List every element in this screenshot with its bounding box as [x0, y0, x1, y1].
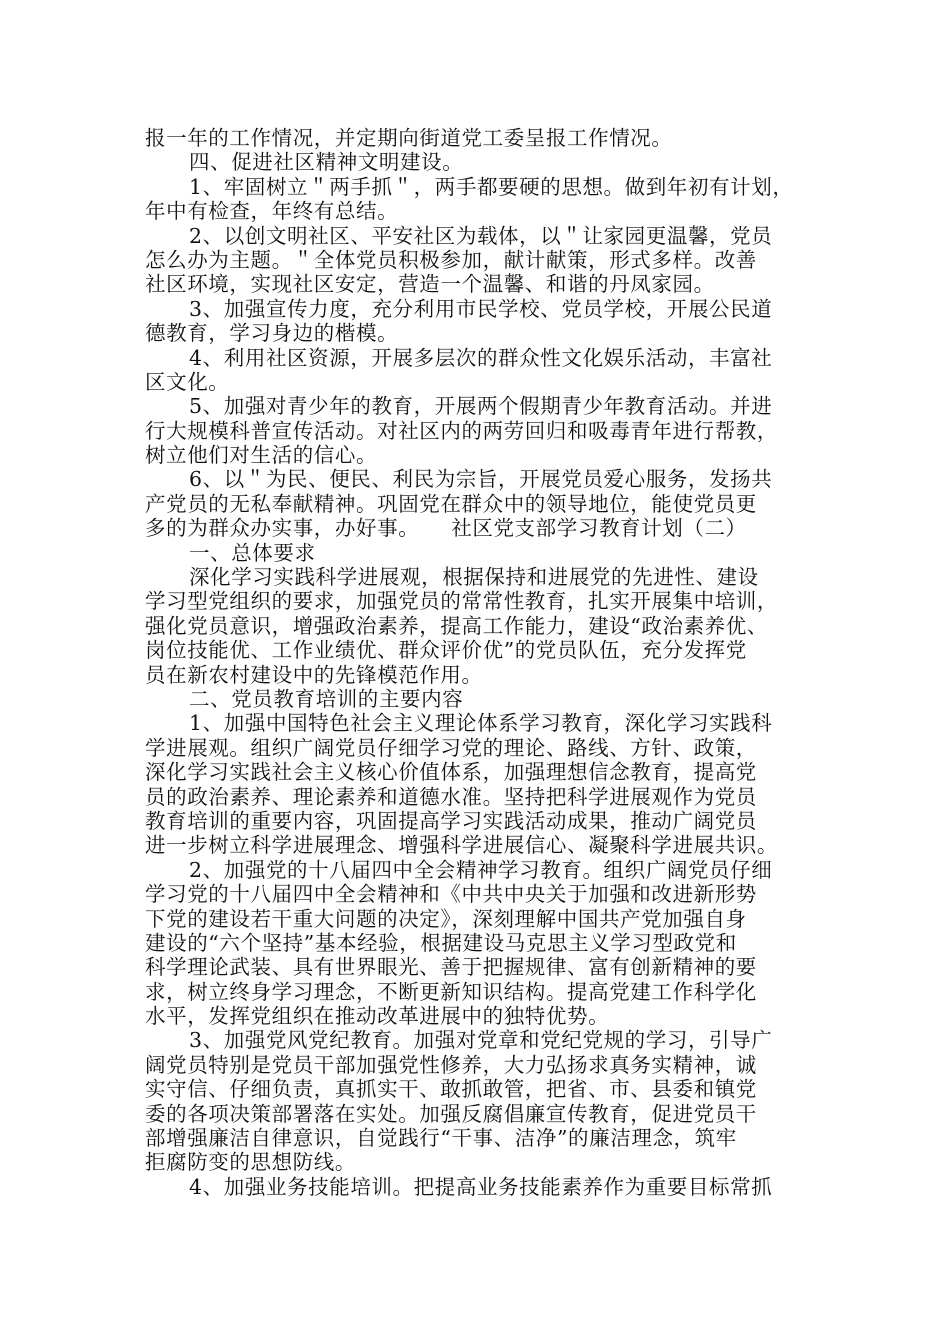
text-line: 实守信、仔细负责，真抓实干、敢抓敢管，把省、市、县委和镇党	[145, 1077, 757, 1102]
text-line: 二、党员教育培训的主要内容	[189, 686, 464, 711]
text-line: 部增强廉洁自律意识，自觉践行“干事、洁净”的廉洁理念，筑牢	[145, 1126, 737, 1151]
text-line: 报一年的工作情况，并定期向街道党工委呈报工作情况。	[145, 126, 673, 150]
text-line: 德教育，学习身边的楷模。	[145, 321, 399, 346]
text-line: 一、总体要求	[189, 540, 316, 565]
text-line: 4、加强业务技能培训。把提高业务技能素养作为重要目标常抓	[189, 1174, 773, 1199]
text-line: 区文化。	[145, 369, 230, 394]
text-line: 深化学习实践社会主义核心价值体系，加强理想信念教育，提高党	[145, 760, 757, 785]
text-line: 2、以创文明社区、平安社区为载体，以＂让家园更温馨，党员	[189, 223, 773, 248]
text-line: 进一步树立科学进展理念、增强科学进展信心、凝聚科学进展共识。	[145, 833, 778, 858]
document-body	[145, 126, 813, 1199]
text-line: 下党的建设若干重大问题的决定》，深刻理解中国共产党加强自身	[145, 906, 747, 931]
text-line: 怎么办为主题。＂全体党员积极参加，献计献策，形式多样。改善	[145, 247, 757, 272]
text-line: 求，树立终身学习理念，不断更新知识结构。提高党建工作科学化	[145, 979, 757, 1004]
text-line: 深化学习实践科学进展观，根据保持和进展党的先进性、建设	[189, 565, 759, 590]
text-line: 树立他们对生活的信心。	[145, 443, 378, 468]
text-line: 产党员的无私奉献精神。巩固党在群众中的领导地位，能使党员更	[145, 491, 757, 516]
text-line: 教育培训的重要内容，巩固提高学习实践活动成果，推动广阔党员	[145, 808, 757, 833]
text-line: 学进展观。组织广阔党员仔细学习党的理论、路线、方针、政策，	[145, 735, 757, 760]
text-line: 6、以＂为民、便民、利民为宗旨，开展党员爱心服务，发扬共	[189, 467, 773, 492]
text-line: 建设的“六个坚持”基本经验，根据建设马克思主义学习型政党和	[145, 930, 737, 955]
text-line: 年中有检查，年终有总结。	[145, 199, 399, 224]
text-line: 强化党员意识，增强政治素养，提高工作能力，建设“政治素养优、	[145, 613, 768, 638]
text-line: 多的为群众办实事，办好事。 社区党支部学习教育计划（二）	[145, 516, 747, 541]
text-line: 岗位技能优、工作业绩优、群众评价优”的党员队伍，充分发挥党	[145, 638, 747, 663]
text-line: 科学理论武装、具有世界眼光、善于把握规律、富有创新精神的要	[145, 955, 757, 980]
text-line: 四、促进社区精神文明建设。	[189, 150, 464, 175]
text-line: 行大规模科普宣传活动。对社区内的两劳回归和吸毒青年进行帮教，	[145, 418, 778, 443]
text-line: 员在新农村建设中的先锋模范作用。	[145, 662, 483, 687]
text-line: 1、加强中国特色社会主义理论体系学习教育，深化学习实践科	[189, 711, 773, 736]
text-line: 员的政治素养、理论素养和道德水准。坚持把科学进展观作为党员	[145, 784, 757, 809]
text-line: 4、利用社区资源，开展多层次的群众性文化娱乐活动，丰富社	[189, 345, 773, 370]
text-line: 3、加强宣传力度，充分利用市民学校、党员学校，开展公民道	[189, 296, 773, 321]
text-line: 5、加强对青少年的教育，开展两个假期青少年教育活动。并进	[189, 394, 773, 419]
text-line: 2、加强党的十八届四中全会精神学习教育。组织广阔党员仔细	[189, 857, 773, 882]
text-line: 学习型党组织的要求，加强党员的常常性教育，扎实开展集中培训，	[145, 589, 778, 614]
text-line: 社区环境，实现社区安定，营造一个温馨、和谐的丹凤家园。	[145, 272, 715, 297]
text-line: 委的各项决策部署落在实处。加强反腐倡廉宣传教育，促进党员干	[145, 1101, 757, 1126]
text-line: 学习党的十八届四中全会精神和《中共中央关于加强和改进新形势	[145, 882, 757, 907]
text-line: 阔党员特别是党员干部加强党性修养，大力弘扬求真务实精神，诚	[145, 1052, 757, 1077]
text-line: 拒腐防变的思想防线。	[145, 1150, 356, 1175]
text-line: 水平，发挥党组织在推动改革进展中的独特优势。	[145, 1004, 610, 1029]
text-line: 3、加强党风党纪教育。加强对党章和党纪党规的学习，引导广	[189, 1028, 773, 1053]
text-line: 1、牢固树立＂两手抓＂，两手都要硬的思想。做到年初有计划，	[189, 174, 794, 199]
